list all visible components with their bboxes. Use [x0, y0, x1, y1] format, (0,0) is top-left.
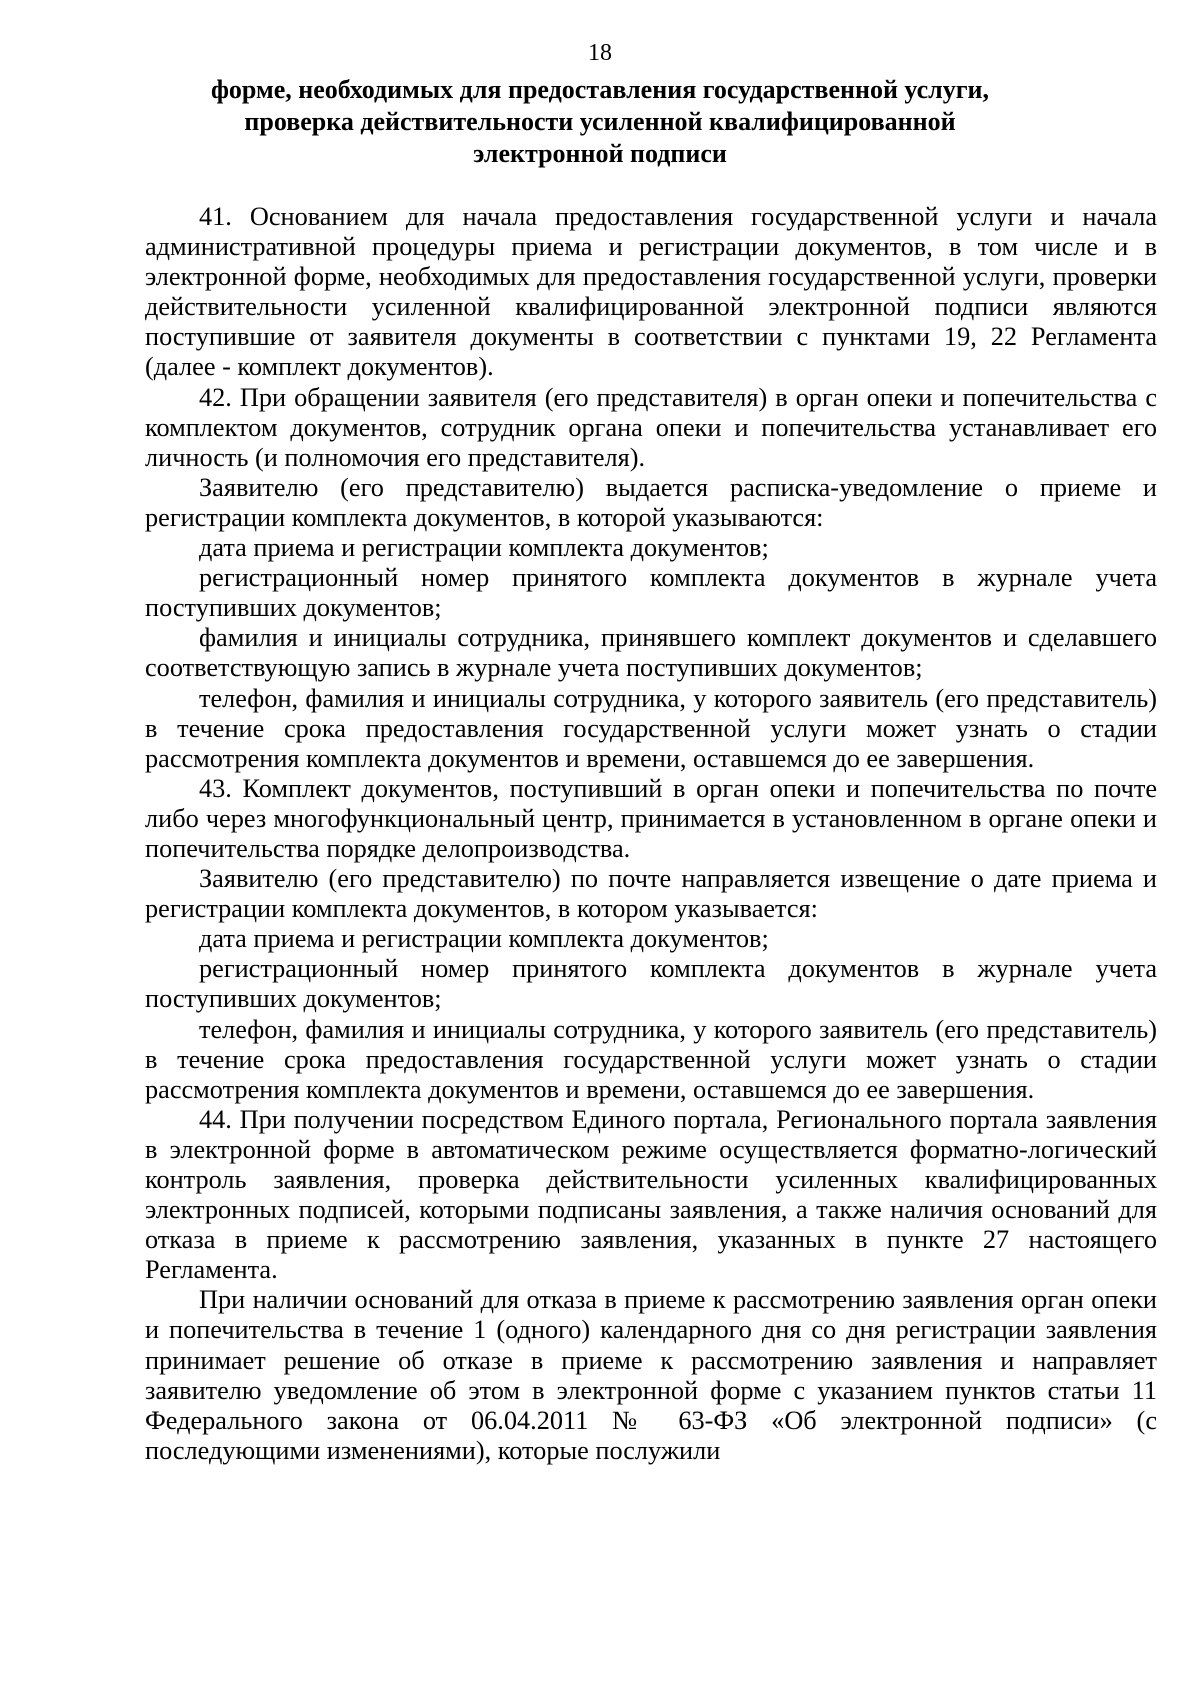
paragraph: Заявителю (его представителю) по почте направляется извещение о дате приема и регистрации комплекта документов, в котором указывается:	[145, 864, 1157, 924]
list-item: телефон, фамилия и инициалы сотрудника, у которого заявитель (его представитель) в течение срока предоставления государственной услуги может узнать о стадии рассмотрения комплекта документов и времени, оставшемся до ее завершения.	[145, 1014, 1157, 1104]
paragraph-43: 43. Комплект документов, поступивший в орган опеки и попечительства по почте либо через многофункциональный центр, принимается в установленном в органе опеки и попечительства порядке делопроизводства.	[145, 773, 1157, 863]
paragraph: Заявителю (его представителю) выдается расписка-уведомление о приеме и регистрации комплекта документов, в которой указываются:	[145, 472, 1157, 532]
paragraph: При наличии оснований для отказа в приеме к рассмотрению заявления орган опеки и попечительства в течение 1 (одного) календарного дня со дня регистрации заявления принимает решение об отказе в приеме к рассмотрению заявления и направляет заявителю уведомление об этом в электронной форме с указанием пунктов статьи 11 Федерального закона от 06.04.2011 № 63-ФЗ «Об электронной подписи» (с последующими изменениями), которые послужили	[145, 1285, 1157, 1465]
list-item: регистрационный номер принятого комплекта документов в журнале учета поступивших документов;	[145, 954, 1157, 1014]
page-number: 18	[588, 40, 612, 66]
section-heading: формe, необходимых для предоставления государственной услуги, проверка действительности усиленной квалифицированной электронной подписи	[210, 75, 990, 168]
list-item: фамилия и инициалы сотрудника, принявшего комплект документов и сделавшего соответствующую запись в журнале учета поступивших документов;	[145, 623, 1157, 683]
list-item: дата приема и регистрации комплекта документов;	[199, 533, 769, 563]
paragraph-41: 41. Основанием для начала предоставления государственной услуги и начала административной процедуры приема и регистрации документов, в том числе и в электронной форме, необходимых для предоставления государственной услуги, проверки действительности усиленной квалифицированной электронной подписи являются поступившие от заявителя документы в соответствии с пунктами 19, 22 Регламента (далее - комплект документов).	[145, 202, 1157, 382]
paragraph-42: 42. При обращении заявителя (его представителя) в орган опеки и попечительства с комплектом документов, сотрудник органа опеки и попечительства устанавливает его личность (и полномочия его представителя).	[145, 382, 1157, 472]
paragraph-44: 44. При получении посредством Единого портала, Регионального портала заявления в электронной форме в автоматическом режиме осуществляется форматно-логический контроль заявления, проверка действительности усиленных квалифицированных электронных подписей, которыми подписаны заявления, а также наличия оснований для отказа в приеме к рассмотрению заявления, указанных в пункте 27 настоящего Регламента.	[145, 1104, 1157, 1285]
list-item: телефон, фамилия и инициалы сотрудника, у которого заявитель (его представитель) в течение срока предоставления государственной услуги может узнать о стадии рассмотрения комплекта документов и времени, оставшемся до ее завершения.	[145, 683, 1157, 773]
document-body	[145, 202, 1157, 1466]
list-item: регистрационный номер принятого комплекта документов в журнале учета поступивших документов;	[145, 563, 1157, 623]
list-item: дата приема и регистрации комплекта документов;	[199, 924, 769, 954]
